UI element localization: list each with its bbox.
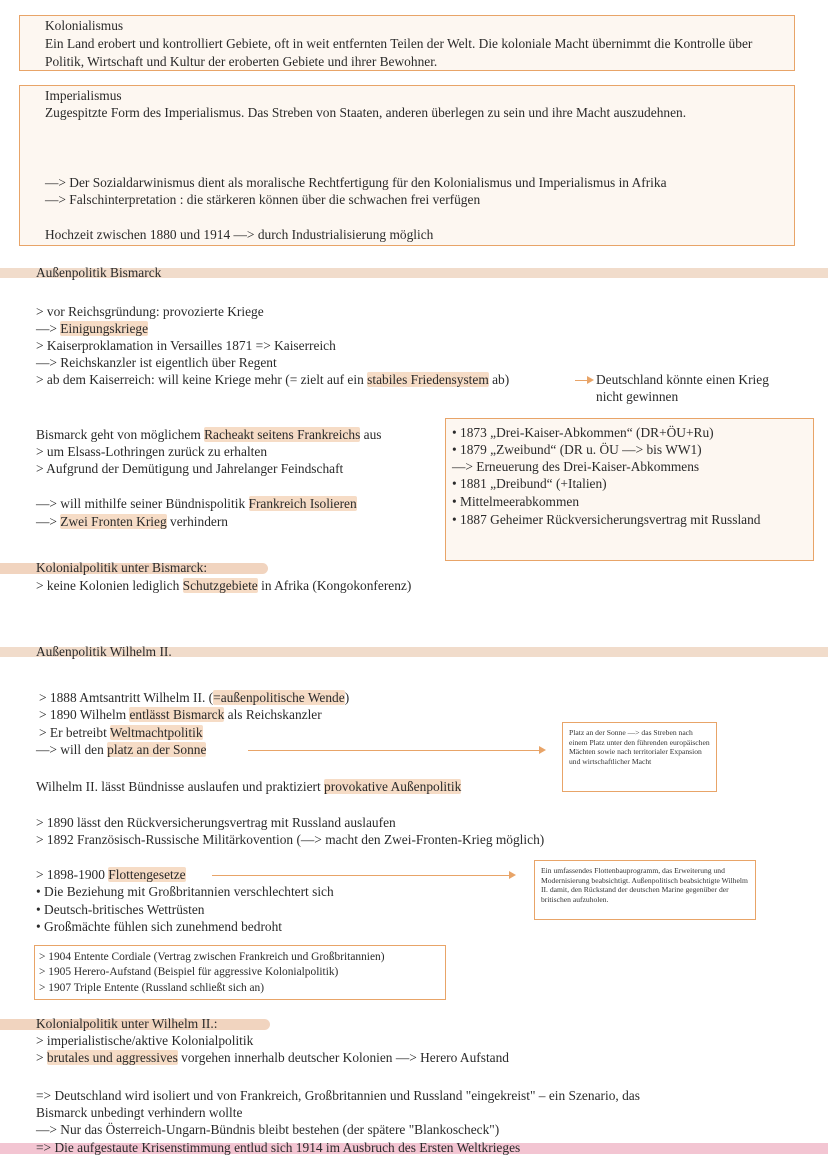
heading-wilhelm: Außenpolitik Wilhelm II. <box>36 644 172 659</box>
bismarck-para2: > um Elsass-Lothringen zurück zu erhalten <box>36 444 268 459</box>
entente-item-1: > 1904 Entente Cordiale (Vertrag zwischen Frankreich und Großbritannien) <box>39 951 385 963</box>
sonne-note: Platz an der Sonne —> das Streben nach einem Platz unter den führenden europäischen Mächten sowie nach territorialer Expansion und wirtschaftlicher Macht <box>562 722 717 792</box>
kolonial-wilhelm-line2: > brutales und aggressives vorgehen innerhalb deutscher Kolonien —> Herero Aufstand <box>36 1050 510 1065</box>
imperialismus-line1: —> Der Sozialdarwinismus dient als moralische Rechtfertigung für den Kolonialismus und Imperialismus in Afrika <box>45 175 667 190</box>
heading-kolonial-wilhelm: Kolonialpolitik unter Wilhelm II.: <box>36 1016 218 1031</box>
flotte-arrow-line <box>212 875 509 876</box>
bismarck-side1: Deutschland könnte einen Krieg <box>596 372 769 387</box>
buendnis-item-2: • 1879 „Zweibund“ (DR u. ÖU —> bis WW1) <box>452 442 702 457</box>
wilhelm-line7: > 1892 Französisch-Russische Militärkovention (—> macht den Zwei-Fronten-Krieg möglich) <box>36 832 545 847</box>
bismarck-para5: —> Zwei Fronten Krieg verhindern <box>36 514 229 529</box>
buendnis-item-5: • Mittelmeerabkommen <box>452 494 580 509</box>
buendnis-item-3: —> Erneuerung des Drei-Kaiser-Abkommens <box>452 459 700 474</box>
kolonialismus-title: Kolonialismus <box>45 18 124 33</box>
arrow-head <box>587 376 594 384</box>
wilhelm-line2: > 1890 Wilhelm entlässt Bismarck als Reichskanzler <box>39 707 322 722</box>
bismarck-side2: nicht gewinnen <box>596 389 679 404</box>
bismarck-para1: Bismarck geht von möglichem Racheakt seitens Frankreichs aus <box>36 427 382 442</box>
kolonial-bismarck-line1: > keine Kolonien lediglich Schutzgebiete in Afrika (Kongokonferenz) <box>36 578 412 593</box>
entente-item-2: > 1905 Herero-Aufstand (Beispiel für aggressive Kolonialpolitik) <box>39 966 339 978</box>
wilhelm-line3: > Er betreibt Weltmachtpolitik <box>39 725 203 740</box>
bismarck-line3: > Kaiserproklamation in Versailles 1871 => Kaiserreich <box>36 338 336 353</box>
bismarck-para4: —> will mithilfe seiner Bündnispolitik Frankreich Isolieren <box>36 496 357 511</box>
wilhelm-line9: • Die Beziehung mit Großbritannien verschlechtert sich <box>36 884 334 899</box>
heading-bismarck: Außenpolitik Bismarck <box>36 265 162 280</box>
buendnis-item-4: • 1881 „Dreibund“ (+Italien) <box>452 476 607 491</box>
flotte-note: Ein umfassendes Flottenbauprogramm, das Erweiterung und Modernisierung beabsichtigt. Außenpolitisch beabsichtigte Wilhelm II. damit, den Rückstand der deutschen Marine gegenüber der britischen aufzuholen. <box>534 860 756 920</box>
bismarck-line1: > vor Reichsgründung: provozierte Kriege <box>36 304 264 319</box>
fazit-line2: Bismarck unbedingt verhindern wollte <box>36 1105 243 1120</box>
imperialismus-text: Zugespitzte Form des Imperialismus. Das Streben von Staaten, anderen überlegen zu sein und ihre Macht auszudehnen. <box>45 105 687 120</box>
flotte-arrow-head <box>509 871 516 879</box>
buendnis-item-6: • 1887 Geheimer Rückversicherungsvertrag mit Russland <box>452 512 761 527</box>
bismarck-line4: —> Reichskanzler ist eigentlich über Regent <box>36 355 277 370</box>
fazit-line1: => Deutschland wird isoliert und von Frankreich, Großbritannien und Russland "eingekreist" – ein Szenario, das <box>36 1088 640 1103</box>
kolonialismus-text: Ein Land erobert und kontrolliert Gebiete, oft in weit entfernten Teilen der Welt. Die koloniale Macht übernimmt die Kontrolle über Politik, Wirtschaft und Kultur der eroberten Gebiete und ihrer Bewohner. <box>45 36 753 69</box>
bismarck-para3: > Aufgrund der Demütigung und Jahrelanger Feindschaft <box>36 461 344 476</box>
wilhelm-line10: • Deutsch-britisches Wettrüsten <box>36 902 205 917</box>
wilhelm-line8: > 1898-1900 Flottengesetze <box>36 867 186 882</box>
buendnis-item-1: • 1873 „Drei-Kaiser-Abkommen“ (DR+ÖU+Ru) <box>452 425 714 440</box>
wilhelm-line5: Wilhelm II. lässt Bündnisse auslaufen und praktiziert provokative Außenpolitik <box>36 779 462 794</box>
imperialismus-title: Imperialismus <box>45 88 122 103</box>
kolonial-wilhelm-line1: > imperialistische/aktive Kolonialpolitik <box>36 1033 254 1048</box>
bismarck-line5: > ab dem Kaiserreich: will keine Kriege mehr (= zielt auf ein stabiles Friedensystem ab) <box>36 372 510 387</box>
sonne-arrow-head <box>539 746 546 754</box>
fazit-line3: —> Nur das Österreich-Ungarn-Bündnis bleibt bestehen (der spätere "Blankoscheck") <box>36 1122 500 1137</box>
fazit-line4: => Die aufgestaute Krisenstimmung entlud sich 1914 im Ausbruch des Ersten Weltkrieges <box>36 1140 521 1155</box>
wilhelm-line11: • Großmächte fühlen sich zunehmend bedroht <box>36 919 283 934</box>
wilhelm-line4: —> will den platz an der Sonne <box>36 742 207 757</box>
wilhelm-line1: > 1888 Amtsantritt Wilhelm II. (=außenpolitische Wende) <box>39 690 350 705</box>
bismarck-line2: —> Einigungskriege <box>36 321 149 336</box>
imperialismus-line2: —> Falschinterpretation : die stärkeren können über die schwachen frei verfügen <box>45 192 481 207</box>
entente-item-3: > 1907 Triple Entente (Russland schließt sich an) <box>39 982 265 994</box>
heading-kolonial-bismarck: Kolonialpolitik unter Bismarck: <box>36 560 208 575</box>
imperialismus-line3: Hochzeit zwischen 1880 und 1914 —> durch Industrialisierung möglich <box>45 227 434 242</box>
sonne-arrow-line <box>248 750 539 751</box>
arrow-line <box>575 380 587 381</box>
wilhelm-line6: > 1890 lässt den Rückversicherungsvertrag mit Russland auslaufen <box>36 815 396 830</box>
